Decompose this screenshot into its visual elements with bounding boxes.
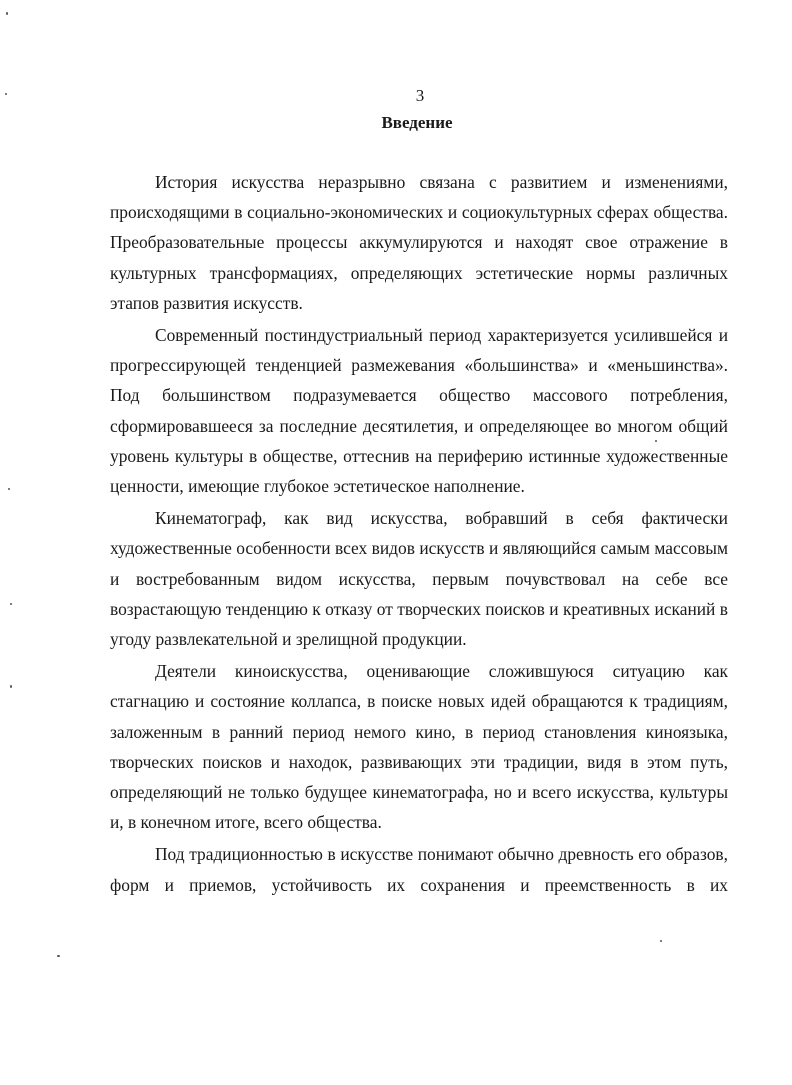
scan-speck <box>660 940 662 942</box>
scan-speck <box>5 93 7 95</box>
scan-speck <box>10 603 12 605</box>
paragraph-2: Современный постиндустриальный период характеризуется усилившейся и прогрессирующей тенденцией размежевания «большинства» и «меньшинства». Под большинством подразумевается общество массового потребления, сформировавшееся за последние десятилетия, и определяющее во многом общий уровень культуры в обществе, оттеснив на периферию истинные художественные ценности, имеющие глубокое эстетическое наполнение. <box>110 325 728 497</box>
scan-speck <box>57 955 60 957</box>
section-heading: Введение <box>381 113 453 132</box>
paragraph-1: История искусства неразрывно связана с развитием и изменениями, происходящими в социально-экономических и социокультурных сферах общества. Преобразовательные процессы аккумулируются и находят свое отражение в культурных трансформациях, определяющих эстетические нормы различных этапов развития искусств. <box>110 172 728 313</box>
scan-speck <box>655 440 657 442</box>
paragraph-4: Деятели киноискусства, оценивающие сложившуюся ситуацию как стагнацию и состояние коллапса, в поиске новых идей обращаются к традициям, заложенным в ранний период немого кино, в период становления киноязыка, творческих поисков и находок, развивающих эти традиции, видя в этом путь, определяющий не только будущее кинематографа, но и всего искусства, культуры и, в конечном итоге, всего общества. <box>110 661 728 833</box>
scan-speck <box>10 685 12 688</box>
paragraph-5: Под традиционностью в искусстве понимают обычно древность его образов, форм и приемов, устойчивость их сохранения и преемственность в их <box>110 844 728 895</box>
paragraph-3: Кинематограф, как вид искусства, вобравший в себя фактически художественные особенности всех видов искусств и являющийся самым массовым и востребованным видом искусства, первым почувствовал на себе все возрастающую тенденцию к отказу от творческих поисков и креативных исканий в угоду развлекательной и зрелищной продукции. <box>110 508 728 650</box>
page-number: 3 <box>415 86 425 105</box>
scan-speck <box>8 488 10 490</box>
body-text <box>110 167 728 902</box>
scan-speck <box>6 12 8 15</box>
